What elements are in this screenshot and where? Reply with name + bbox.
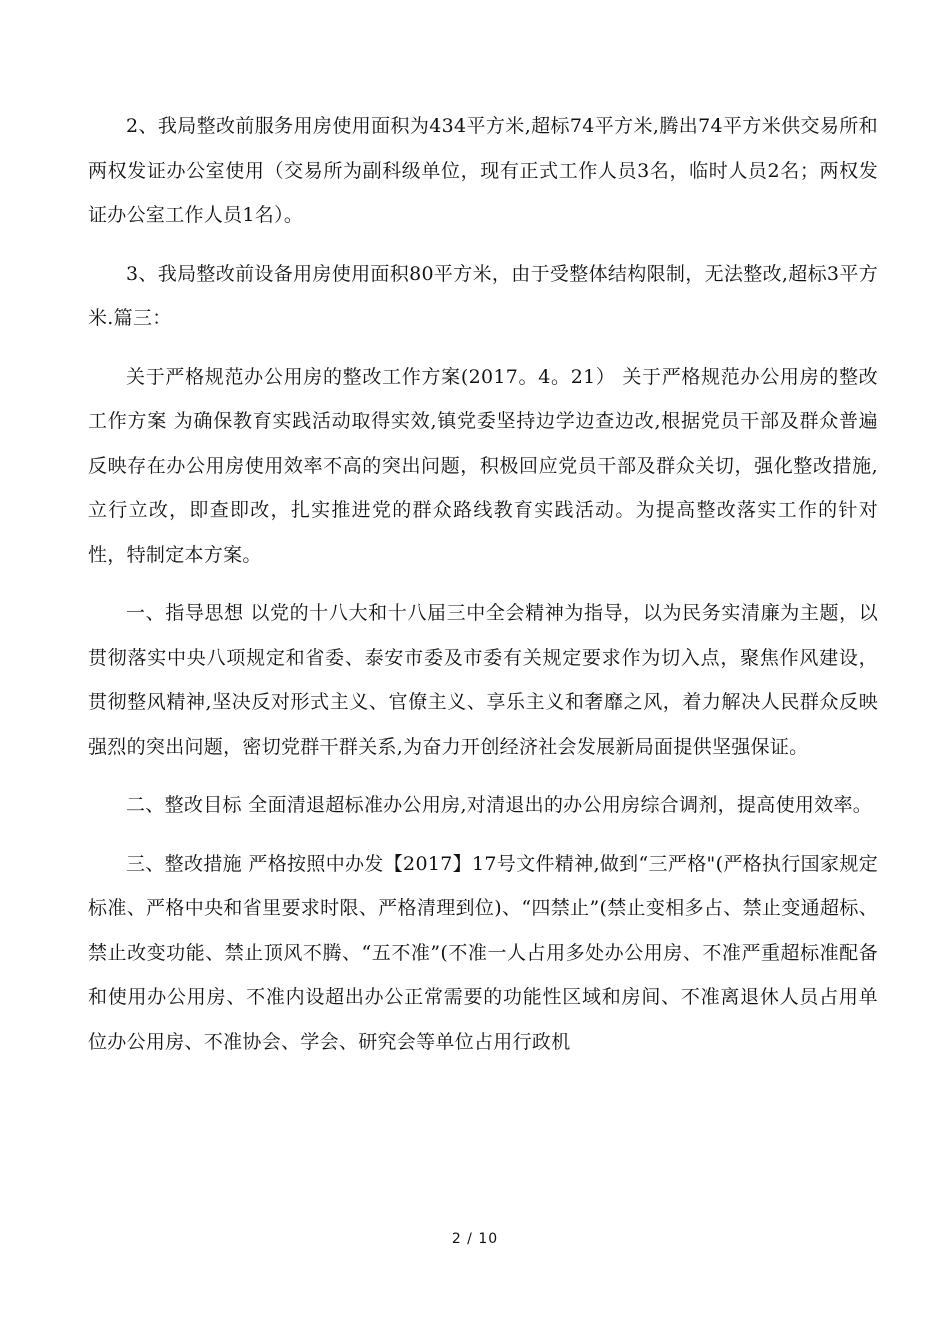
paragraph-service-room: 2、我局整改前服务用房使用面积为434平方米,超标74平方米,腾出74平方米供交易所和两权发证办公室使用（交易所为副科级单位，现有正式工作人员3名，临时人员2名；两权发证办公室工作人员1名）。 — [88, 115, 878, 226]
page-number: 2 / 10 — [451, 1231, 499, 1247]
paragraph-rectification-measures: 三、整改措施 严格按照中办发【2017】17号文件精神,做到“三严格"(严格执行国家规定标准、严格中央和省里要求时限、严格清理到位)、“四禁止”(禁止变相多占、禁止变通超标、禁止改变功能、禁止顶风不腾、“五不准”(不准一人占用多处办公用房、不准严重超标准配备和使用办公用房、不准内设超出办公正常需要的功能性区域和房间、不准离退休人员占用单位办公用房、不准协会、学会、研究会等单位占用行政机 — [88, 852, 878, 1053]
paragraph-guiding-ideology: 一、指导思想 以党的十八大和十八届三中全会精神为指导，以为民务实清廉为主题，以贯彻落实中央八项规定和省委、泰安市委及市委有关规定要求作为切入点，聚焦作风建设，贯彻整风精神,坚决反对形式主义、官僚主义、享乐主义和奢靡之风，着力解决人民群众反映强烈的突出问题，密切党群干群关系,为奋力开创经济社会发展新局面提供坚强保证。 — [88, 602, 878, 758]
document-body — [88, 104, 878, 1064]
paragraph-equipment-room: 3、我局整改前设备用房使用面积80平方米，由于受整体结构限制，无法整改,超标3平方米.篇三： — [88, 262, 878, 329]
paragraph-rectification-goal: 二、整改目标 全面清退超标准办公用房,对清退出的办公用房综合调剂，提高使用效率。 — [126, 794, 873, 816]
paragraph-plan-intro: 关于严格规范办公用房的整改工作方案(2017。4。21） 关于严格规范办公用房的整改工作方案 为确保教育实践活动取得实效,镇党委坚持边学边查边改,根据党员干部及群众普遍反映存在办公用房使用效率不高的突出问题，积极回应党员干部及群众关切，强化整改措施,立行立改，即查即改，扎实推进党的群众路线教育实践活动。为提高整改落实工作的针对性，特制定本方案。 — [88, 365, 878, 566]
